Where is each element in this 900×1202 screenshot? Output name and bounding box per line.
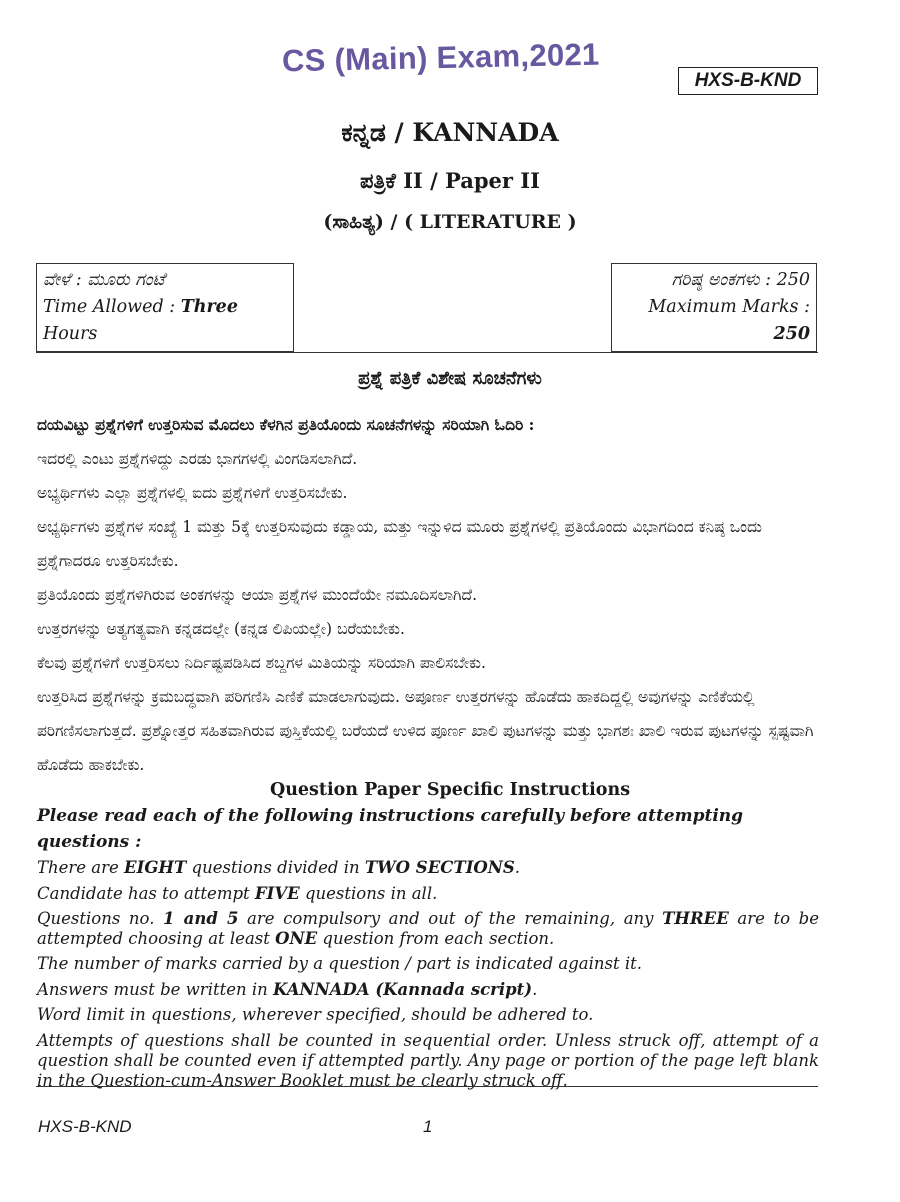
max-marks-box	[611, 263, 817, 352]
marks-kannada: ಗರಿಷ್ಠ ಅಂಕಗಳು : 250	[671, 270, 810, 290]
kannada-lead: ದಯವಿಟ್ಟು ಪ್ರಶ್ನೆಗಳಿಗೆ ಉತ್ತರಿಸುವ ಮೊದಲು ಕೆಳಗಿನ ಪ್ರತಿಯೊಂದು ಸೂಚನೆಗಳನ್ನು ಸರಿಯಾಗಿ ಓದಿರಿ :	[37, 415, 535, 434]
instruction-5	[37, 977, 819, 1003]
emphasis: EIGHT	[124, 858, 187, 877]
kannada-item: ಪ್ರತಿಯೊಂದು ಪ್ರಶ್ನೆಗಳಿಗಿರುವ ಅಂಕಗಳನ್ನು ಆಯಾ ಪ್ರಶ್ನೆಗಳ ಮುಂದೆಯೇ ನಮೂದಿಸಲಾಗಿದೆ.	[37, 586, 478, 604]
text: are compulsory and out of the remaining, any	[238, 909, 663, 928]
emphasis: and	[174, 909, 227, 928]
kannada-instructions	[37, 408, 817, 782]
instruction-3	[37, 909, 819, 949]
text: are to be attempted choosing at least	[37, 909, 819, 948]
emphasis: 1	[163, 909, 175, 928]
text: .	[532, 979, 538, 999]
kannada-item: ಅಭ್ಯರ್ಥಿಗಳು ಎಲ್ಲಾ ಪ್ರಶ್ನೆಗಳಲ್ಲಿ ಐದು ಪ್ರಶ್ನೆಗಳಿಗೆ ಉತ್ತರಿಸಬೇಕು.	[37, 484, 348, 502]
instruction-6: Word limit in questions, wherever specified, should be adhered to.	[37, 1005, 594, 1024]
text: Questions no.	[37, 909, 164, 928]
subject-title: ಕನ್ನಡ / KANNADA	[341, 118, 559, 147]
time-english	[43, 294, 287, 348]
kannada-instructions-heading: ಪ್ರಶ್ನೆ ಪತ್ರಿಕೆ ವಿಶೇಷ ಸೂಚನೆಗಳು	[358, 368, 542, 389]
instruction-4: The number of marks carried by a question / part is indicated against it.	[37, 954, 643, 973]
subject-literature: (ಸಾಹಿತ್ಯ) / ( LITERATURE )	[323, 211, 577, 233]
paper-code-box: HXS-B-KND	[678, 67, 818, 95]
text: There are	[37, 858, 125, 877]
kannada-item: ಕೆಲವು ಪ್ರಶ್ನೆಗಳಿಗೆ ಉತ್ತರಿಸಲು ನಿರ್ದಿಷ್ಟಪಡಿಸಿದ ಶಬ್ದಗಳ ಮಿತಿಯನ್ನು ಸರಿಯಾಗಿ ಪಾಲಿಸಬೇಕು.	[37, 654, 486, 672]
emphasis: ONE	[275, 929, 318, 948]
text: questions in all.	[299, 883, 438, 903]
instruction-1	[37, 855, 819, 881]
text: .	[514, 858, 521, 877]
kannada-item: ಉತ್ತರಿಸಿದ ಪ್ರಶ್ನೆಗಳನ್ನು ಕ್ರಮಬದ್ಧವಾಗಿ ಪರಿಗಣಿಸಿ ಎಣಿಕೆ ಮಾಡಲಾಗುವುದು. ಅಪೂರ್ಣ ಉತ್ತರಗಳನ್ನು ಹೊಡೆದು ಹಾಕದಿದ್ದಲ್ಲಿ ಅವುಗಳನ್ನು ಎಣಿಕೆಯಲ್ಲಿ ಪರಿಗಣಿಸಲಾಗುತ್ತದೆ. ಪ್ರಶ್ನೋತ್ತರ ಸಹಿತವಾಗಿರುವ ಪುಸ್ತಿಕೆಯಲ್ಲಿ ಬರೆಯದೆ ಉಳಿದ ಪೂರ್ಣ ಖಾಲಿ ಪುಟಗಳನ್ನು ಮತ್ತು ಭಾಗಶಃ ಖಾಲಿ ಇರುವ ಪುಟಗಳನ್ನು ಸ್ಪಷ್ಟವಾಗಿ ಹೊಡೆದು ಹಾಕಬೇಕು.	[37, 688, 814, 774]
english-instructions	[37, 804, 819, 1093]
time-value: Three	[180, 297, 238, 317]
marks-value: 250	[773, 324, 810, 344]
page-number: 1	[423, 1117, 433, 1136]
emphasis: THREE	[662, 909, 729, 928]
emphasis: FIVE	[254, 883, 300, 903]
emphasis: TWO SECTIONS	[364, 858, 515, 877]
footer-paper-code: HXS-B-KND	[38, 1117, 132, 1136]
paper-number: ಪತ್ರಿಕೆ II / Paper II	[360, 168, 540, 193]
kannada-item: ಉತ್ತರಗಳನ್ನು ಅತ್ಯಗತ್ಯವಾಗಿ ಕನ್ನಡದಲ್ಲೇ (ಕನ್ನಡ ಲಿಪಿಯಲ್ಲೇ) ಬರೆಯಬೇಕು.	[37, 620, 405, 638]
divider-top	[36, 352, 818, 353]
emphasis: 5	[226, 909, 239, 928]
text: questions divided in	[186, 858, 365, 877]
instruction-2	[37, 881, 819, 907]
exam-stamp: CS (Main) Exam,2021	[281, 36, 600, 79]
english-instructions-heading: Question Paper Specific Instructions	[269, 780, 631, 800]
text: Answers must be written in	[37, 979, 274, 999]
time-kannada: ವೇಳೆ : ಮೂರು ಗಂಟೆ	[43, 270, 165, 290]
marks-english	[618, 294, 810, 348]
kannada-item: ಅಭ್ಯರ್ಥಿಗಳು ಪ್ರಶ್ನೆಗಳ ಸಂಖ್ಯೆ 1 ಮತ್ತು 5ಕ್ಕೆ ಉತ್ತರಿಸುವುದು ಕಡ್ಡಾಯ, ಮತ್ತು ಇನ್ನುಳಿದ ಮೂರು ಪ್ರಶ್ನೆಗಳಲ್ಲಿ ಪ್ರತಿಯೊಂದು ವಿಭಾಗದಿಂದ ಕನಿಷ್ಠ ಒಂದು ಪ್ರಶ್ನೆಗಾದರೂ ಉತ್ತರಿಸಬೇಕು.	[37, 518, 762, 570]
emphasis: KANNADA (Kannada script)	[273, 979, 533, 999]
text: question from each section.	[317, 929, 555, 948]
kannada-item: ಇದರಲ್ಲಿ ಎಂಟು ಪ್ರಶ್ನೆಗಳಿದ್ದು ಎರಡು ಭಾಗಗಳಲ್ಲಿ ವಿಂಗಡಿಸಲಾಗಿದೆ.	[37, 450, 358, 468]
instruction-7: Attempts of questions shall be counted in sequential order. Unless struck off, attempt of a question shall be counted even if attempted partly. Any page or portion of the page left blank in the Question-cum-Answer Booklet must be clearly struck off.	[37, 1030, 819, 1090]
text: Candidate has to attempt	[37, 883, 255, 903]
divider-bottom	[36, 1086, 818, 1087]
time-label: Time Allowed :	[43, 297, 181, 317]
time-suffix: Hours	[43, 324, 98, 344]
marks-label: Maximum Marks :	[648, 297, 810, 317]
english-lead: Please read each of the following instructions carefully before attempting questions :	[37, 806, 744, 852]
time-allowed-box	[36, 263, 294, 352]
